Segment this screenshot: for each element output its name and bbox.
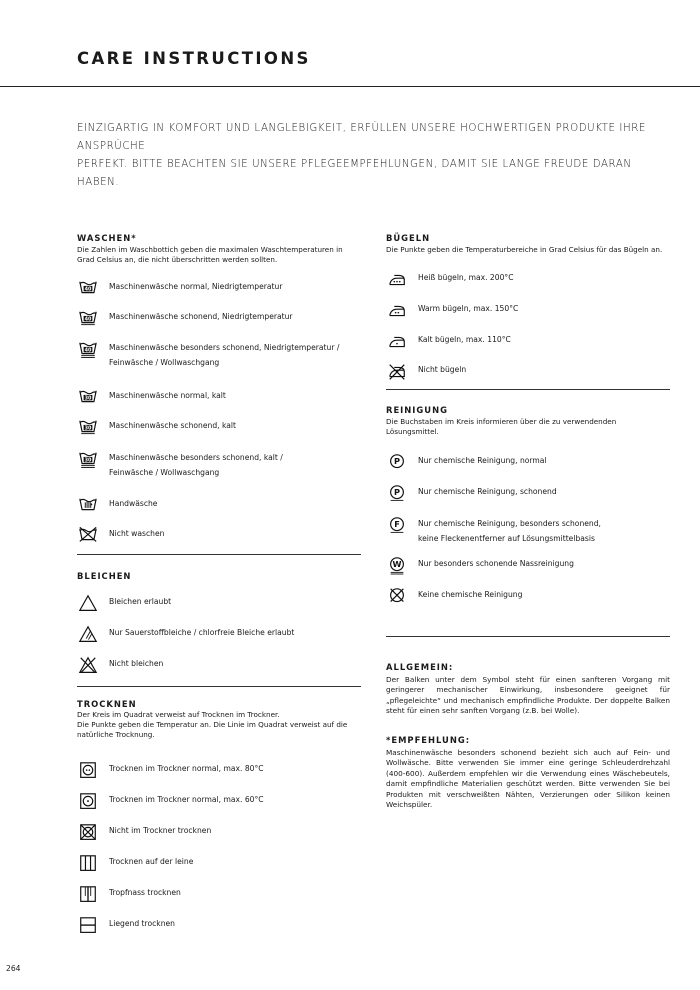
list-item	[77, 594, 171, 614]
item-label-line: Maschinenwäsche besonders schonend, Niedrigtemperatur /	[109, 343, 340, 352]
wetclean-w-icon	[386, 556, 408, 576]
item-label	[109, 418, 236, 433]
svg-text:P: P	[394, 456, 400, 467]
reinigung-heading: REINIGUNG	[386, 405, 448, 415]
bleichen-list	[77, 594, 361, 674]
item-label	[109, 594, 171, 609]
item-label	[418, 516, 601, 546]
list-item	[386, 516, 601, 546]
trocknen-description-2: Die Punkte geben die Temperatur an. Die Linie im Quadrat verweist auf die natürliche Trocknung.	[77, 720, 348, 739]
list-item	[386, 362, 466, 382]
svg-text:W: W	[392, 559, 402, 570]
list-item	[386, 270, 514, 290]
list-item	[386, 453, 547, 473]
list-item	[77, 450, 283, 480]
divider	[77, 554, 361, 555]
intro-text	[77, 120, 677, 192]
reinigung-section	[386, 405, 670, 437]
svg-text:F: F	[394, 519, 400, 530]
list-item	[386, 556, 574, 576]
item-label-line: Liegend trocknen	[109, 919, 176, 928]
item-label-line: Nur chemische Reinigung, besonders schonend,	[418, 519, 601, 528]
item-label	[109, 761, 264, 776]
list-item	[77, 656, 163, 676]
trocknen-heading: TROCKNEN	[77, 699, 137, 709]
no-iron-icon	[386, 362, 408, 382]
item-label-line: Nicht bleichen	[109, 659, 164, 668]
item-label-line: Trocknen im Trockner normal, max. 60°C	[109, 795, 264, 804]
item-label	[109, 388, 226, 403]
item-label-line: Nur chemische Reinigung, schonend	[418, 487, 557, 496]
page-number: 264	[6, 964, 21, 973]
buegeln-heading: BÜGELN	[386, 233, 431, 243]
divider	[77, 686, 361, 687]
list-item	[77, 340, 339, 370]
tub-30-gentle-icon	[77, 418, 99, 438]
item-label	[109, 625, 294, 640]
list-item	[77, 885, 181, 905]
dryclean-f-icon	[386, 516, 408, 536]
item-label	[418, 362, 466, 377]
triangle-striped-icon	[77, 625, 99, 645]
allgemein-heading: ALLGEMEIN:	[386, 662, 454, 672]
list-item	[386, 332, 511, 352]
triangle-crossed-icon	[77, 656, 99, 676]
item-label-line: Heiß bügeln, max. 200°C	[418, 273, 514, 282]
item-label	[418, 587, 522, 602]
svg-text:40: 40	[84, 347, 92, 354]
waschen-section	[77, 233, 361, 265]
tub-30-very-gentle-icon	[77, 450, 99, 470]
item-label	[109, 823, 211, 838]
item-label	[418, 270, 514, 285]
iron-cool-icon	[386, 332, 408, 352]
item-label-line: Bleichen erlaubt	[109, 597, 172, 606]
svg-text:30: 30	[84, 457, 92, 464]
item-label	[109, 526, 164, 541]
trocknen-description-1: Der Kreis im Quadrat verweist auf Trocknen im Trockner.	[77, 710, 280, 719]
item-label-line: Nicht waschen	[109, 529, 165, 538]
tumble-dry-low-icon	[77, 792, 99, 812]
no-wash-icon	[77, 526, 99, 546]
tub-40-icon	[77, 279, 99, 299]
buegeln-section	[386, 233, 670, 255]
list-item	[77, 279, 282, 299]
hand-wash-icon	[77, 496, 99, 516]
svg-text:40: 40	[84, 286, 92, 293]
waschen-list	[77, 279, 361, 549]
list-item	[77, 526, 164, 546]
list-item	[77, 418, 236, 438]
item-label-line: Trocknen auf der leine	[109, 857, 194, 866]
item-label	[418, 556, 574, 571]
reinigung-list	[386, 453, 670, 613]
list-item	[77, 309, 293, 329]
svg-text:40: 40	[84, 316, 92, 323]
item-label	[109, 279, 282, 294]
svg-text:30: 30	[84, 395, 92, 402]
dry-flat-icon	[77, 916, 99, 936]
list-item	[77, 761, 264, 781]
iron-hot-icon	[386, 270, 408, 290]
allgemein-block	[386, 662, 670, 717]
item-label-line: keine Fleckenentferner auf Lösungsmittelbasis	[418, 534, 595, 543]
tub-40-very-gentle-icon	[77, 340, 99, 360]
item-label	[418, 484, 557, 499]
empfehlung-text: Maschinenwäsche besonders schonend bezieht sich auch auf Fein- und Wollwäsche. Bitte verwenden Sie immer eine geringe Schleuderdrehzahl (400-600). Außerdem empfehlen wir die Verwendung eines Wäschebeutels, damit empfindliche Materialien geschützt werden. Bitte verwenden Sie bei Produkten mit verschweißten Nähten, Verzierungen oder Silikon keinen Weichspüler.	[386, 747, 670, 809]
item-label	[109, 792, 264, 807]
list-item	[77, 496, 157, 516]
list-item	[77, 854, 193, 874]
list-item	[77, 823, 211, 843]
allgemein-text: Der Balken unter dem Symbol steht für einen sanfteren Vorgang mit geringerer mechanischer Einwirkung, insbesondere geeignet für „pflegeleichte“ und mechanisch empfindliche Produkte. Der doppelte Balken steht für einen sehr sanften Vorgang (z.B. bei Wolle).	[386, 674, 670, 715]
item-label-line: Nur chemische Reinigung, normal	[418, 456, 547, 465]
intro-line: EINZIGARTIG IN KOMFORT UND LANGLEBIGKEIT, ERFÜLLEN UNSERE HOCHWERTIGEN PRODUKTE IHRE ANSPRÜCHE	[77, 123, 646, 152]
buegeln-list	[386, 270, 670, 385]
item-label-line: Nur besonders schonende Nassreinigung	[418, 559, 574, 568]
divider	[386, 636, 670, 637]
item-label	[109, 496, 157, 511]
trocknen-list	[77, 761, 361, 941]
item-label-line: Feinwäsche / Wollwaschgang	[109, 468, 220, 477]
title-divider	[0, 86, 700, 87]
item-label-line: Maschinenwäsche normal, Niedrigtemperatur	[109, 282, 283, 291]
list-item	[386, 301, 518, 321]
bleichen-section	[77, 571, 361, 581]
iron-warm-icon	[386, 301, 408, 321]
buegeln-description: Die Punkte geben die Temperaturbereiche in Grad Celsius für das Bügeln an.	[386, 245, 663, 254]
dryclean-p-icon	[386, 453, 408, 473]
item-label-line: Nicht im Trockner trocknen	[109, 826, 212, 835]
dryclean-p-gentle-icon	[386, 484, 408, 504]
item-label-line: Warm bügeln, max. 150°C	[418, 304, 519, 313]
tub-30-icon	[77, 388, 99, 408]
svg-text:P: P	[394, 487, 400, 498]
svg-text:30: 30	[84, 425, 92, 432]
no-dryclean-icon	[386, 587, 408, 607]
empfehlung-block	[386, 735, 670, 811]
item-label-line: Maschinenwäsche schonend, Niedrigtemperatur	[109, 312, 293, 321]
page-title: CARE INSTRUCTIONS	[77, 49, 311, 68]
list-item	[77, 792, 264, 812]
item-label	[418, 301, 518, 316]
waschen-heading: WASCHEN*	[77, 233, 137, 243]
item-label	[109, 340, 339, 370]
item-label-line: Maschinenwäsche normal, kalt	[109, 391, 226, 400]
list-item	[77, 625, 294, 645]
item-label	[109, 309, 293, 324]
trocknen-section	[77, 699, 361, 740]
item-label	[109, 656, 163, 671]
item-label	[109, 450, 283, 480]
item-label	[418, 453, 547, 468]
divider	[386, 389, 670, 390]
item-label	[109, 854, 193, 869]
list-item	[77, 916, 175, 936]
item-label-line: Feinwäsche / Wollwaschgang	[109, 358, 220, 367]
item-label-line: Keine chemische Reinigung	[418, 590, 523, 599]
no-tumble-dry-icon	[77, 823, 99, 843]
tumble-dry-normal-icon	[77, 761, 99, 781]
item-label	[109, 916, 175, 931]
line-dry-icon	[77, 854, 99, 874]
list-item	[386, 484, 557, 504]
item-label-line: Tropfnass trocknen	[109, 888, 181, 897]
list-item	[386, 587, 522, 607]
item-label	[109, 885, 181, 900]
item-label-line: Trocknen im Trockner normal, max. 80°C	[109, 764, 264, 773]
drip-dry-icon	[77, 885, 99, 905]
bleichen-heading: BLEICHEN	[77, 571, 132, 581]
waschen-description: Die Zahlen im Waschbottich geben die maximalen Waschtemperaturen in Grad Celsius an, die nicht überschritten werden sollten.	[77, 245, 343, 264]
triangle-icon	[77, 594, 99, 614]
tub-40-gentle-icon	[77, 309, 99, 329]
item-label-line: Kalt bügeln, max. 110°C	[418, 335, 511, 344]
reinigung-description: Die Buchstaben im Kreis informieren über die zu verwendenden Lösungsmittel.	[386, 417, 617, 436]
item-label-line: Maschinenwäsche besonders schonend, kalt /	[109, 453, 283, 462]
intro-line: PERFEKT. BITTE BEACHTEN SIE UNSERE PFLEGEEMPFEHLUNGEN, DAMIT SIE LANGE FREUDE DARAN HABEN.	[77, 159, 632, 188]
item-label-line: Handwäsche	[109, 499, 158, 508]
item-label-line: Nur Sauerstoffbleiche / chlorfreie Bleiche erlaubt	[109, 628, 295, 637]
item-label	[418, 332, 511, 347]
item-label-line: Nicht bügeln	[418, 365, 467, 374]
empfehlung-heading: *EMPFEHLUNG:	[386, 735, 471, 745]
list-item	[77, 388, 226, 408]
item-label-line: Maschinenwäsche schonend, kalt	[109, 421, 236, 430]
